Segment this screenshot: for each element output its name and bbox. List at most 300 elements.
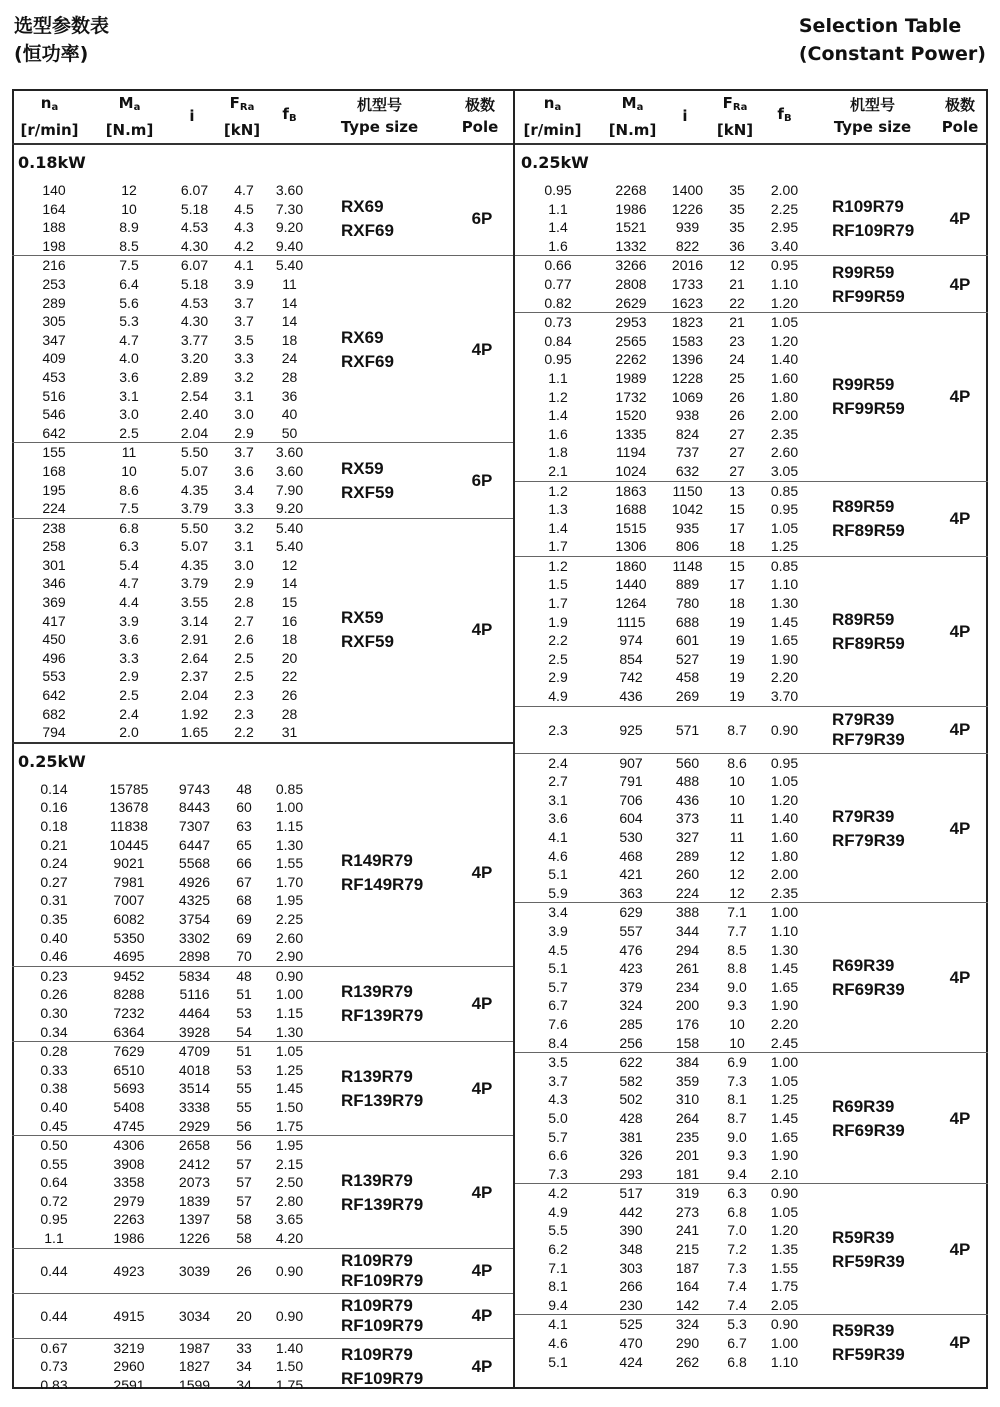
cell-na: 0.64 xyxy=(40,1174,68,1191)
cell-na: 1.5 xyxy=(548,576,568,593)
cell-ma: 1515 xyxy=(615,519,647,536)
cell-i: 4.35 xyxy=(180,556,209,573)
cell-fra: 27 xyxy=(729,425,745,442)
cell-i: 234 xyxy=(675,978,700,995)
cell-na: 346 xyxy=(42,575,66,592)
pole-value: 4P xyxy=(471,1356,493,1376)
table-row xyxy=(12,1004,513,1023)
cell-na: 3.7 xyxy=(548,1072,568,1089)
cell-ma: 4.7 xyxy=(119,331,139,348)
cell-fra: 8.8 xyxy=(727,960,747,977)
cell-fra: 53 xyxy=(236,1004,252,1021)
table-row xyxy=(12,1294,513,1338)
cell-ma: 517 xyxy=(619,1185,643,1202)
cell-na: 253 xyxy=(42,275,66,292)
cell-fb: 2.50 xyxy=(275,1174,304,1191)
cell-fra: 70 xyxy=(236,948,252,965)
table-row xyxy=(515,218,988,237)
table-row xyxy=(12,181,513,200)
cell-fb: 2.90 xyxy=(275,948,304,965)
cell-ma: 381 xyxy=(619,1128,643,1145)
cell-i: 560 xyxy=(675,754,700,771)
cell-i: 2.89 xyxy=(180,368,209,385)
table-row xyxy=(12,443,513,462)
model-group xyxy=(12,256,513,443)
cell-i: 3.79 xyxy=(180,575,209,592)
cell-na: 6.2 xyxy=(548,1241,568,1258)
cell-ma: 1989 xyxy=(615,369,647,386)
table-row xyxy=(515,425,988,444)
cell-na: 0.40 xyxy=(40,929,68,946)
cell-fb: 1.05 xyxy=(770,519,799,536)
table-row xyxy=(515,557,988,576)
type-size-line: RXF59 xyxy=(341,632,394,652)
cell-ma: 2953 xyxy=(615,314,647,331)
cell-fb: 2.05 xyxy=(770,1296,799,1313)
cell-ma: 3908 xyxy=(113,1155,145,1172)
cell-na: 9.4 xyxy=(548,1296,568,1313)
cell-fra: 19 xyxy=(729,613,745,630)
table-row xyxy=(12,1229,513,1248)
table-row xyxy=(515,575,988,594)
cell-na: 1.2 xyxy=(548,482,568,499)
cell-fb: 2.00 xyxy=(770,182,799,198)
cell-na: 0.34 xyxy=(40,1023,68,1040)
type-size-line: RF79R39 xyxy=(832,830,905,850)
cell-fb: 0.95 xyxy=(770,754,799,771)
cell-ma: 557 xyxy=(619,922,643,939)
cell-i: 2.04 xyxy=(180,687,209,704)
cell-i: 2898 xyxy=(178,948,211,965)
model-group xyxy=(515,1315,988,1371)
cell-fra: 25 xyxy=(729,369,745,386)
cell-i: 5568 xyxy=(178,855,211,872)
cell-ma: 4.4 xyxy=(119,594,139,611)
cell-na: 224 xyxy=(42,500,66,517)
cell-na: 2.5 xyxy=(548,650,568,667)
type-size xyxy=(832,710,905,750)
type-size xyxy=(341,849,423,897)
cell-i: 327 xyxy=(675,829,700,845)
cell-ma: 13678 xyxy=(109,799,149,816)
cell-i: 187 xyxy=(675,1259,700,1276)
cell-na: 2.1 xyxy=(548,462,568,479)
table-row xyxy=(515,369,988,388)
cell-fb: 1.75 xyxy=(275,1376,304,1389)
cell-na: 7.6 xyxy=(548,1015,568,1032)
cell-fb: 1.90 xyxy=(770,1147,799,1164)
cell-fra: 63 xyxy=(236,818,252,834)
cell-fra: 7.3 xyxy=(727,1259,747,1276)
cell-i: 601 xyxy=(675,632,700,649)
cell-i: 388 xyxy=(675,904,700,921)
cell-i: 142 xyxy=(675,1296,700,1313)
cell-fra: 9.4 xyxy=(727,1165,747,1182)
table-row xyxy=(515,884,988,903)
cell-i: 5.50 xyxy=(180,444,209,461)
table-row xyxy=(515,809,988,828)
cell-na: 258 xyxy=(42,538,66,555)
cell-fb: 1.05 xyxy=(770,1203,799,1220)
type-size-line: RXF69 xyxy=(341,351,394,371)
cell-fb: 1.00 xyxy=(275,986,304,1003)
cell-i: 1583 xyxy=(671,332,704,349)
cell-i: 488 xyxy=(675,773,700,790)
pole-value: 4P xyxy=(471,1306,493,1326)
cell-na: 4.6 xyxy=(548,847,568,864)
cell-ma: 11838 xyxy=(110,818,148,834)
cell-na: 4.9 xyxy=(548,1203,568,1220)
cell-i: 3.20 xyxy=(180,350,209,367)
cell-fra: 3.3 xyxy=(234,500,254,517)
cell-na: 0.82 xyxy=(544,294,572,311)
table-row xyxy=(12,1079,513,1098)
cell-i: 359 xyxy=(675,1072,700,1089)
model-group xyxy=(12,519,513,742)
table-row xyxy=(515,406,988,425)
cell-na: 546 xyxy=(42,406,66,423)
cell-fra: 12 xyxy=(729,884,745,901)
cell-i: 294 xyxy=(675,941,700,958)
cell-ma: 3.1 xyxy=(119,387,139,404)
table-row xyxy=(12,1357,513,1376)
cell-fra: 27 xyxy=(729,462,745,479)
table-row xyxy=(515,200,988,219)
cell-ma: 4915 xyxy=(113,1307,145,1324)
cell-fb: 24 xyxy=(281,350,298,367)
model-group xyxy=(12,1136,513,1249)
cell-ma: 1521 xyxy=(615,219,647,236)
cell-fb: 1.65 xyxy=(770,978,799,995)
cell-i: 1.92 xyxy=(180,705,209,722)
cell-i: 158 xyxy=(675,1034,700,1051)
cell-i: 938 xyxy=(675,407,700,424)
cell-i: 181 xyxy=(675,1165,700,1182)
type-size xyxy=(832,608,905,656)
cell-ma: 7.5 xyxy=(119,257,139,274)
cell-i: 7307 xyxy=(178,818,211,834)
cell-fb: 3.65 xyxy=(275,1211,304,1228)
cell-fra: 66 xyxy=(236,855,252,872)
cell-fra: 21 xyxy=(729,275,745,292)
left-table-body xyxy=(12,145,513,1389)
cell-i: 5.07 xyxy=(180,462,209,479)
cell-na: 0.26 xyxy=(40,986,68,1003)
type-size xyxy=(341,1169,423,1217)
pole-value: 4P xyxy=(949,387,971,407)
cell-ma: 11 xyxy=(121,444,137,461)
cell-ma: 2.5 xyxy=(119,424,139,441)
cell-na: 5.1 xyxy=(548,866,568,883)
model-group xyxy=(12,967,513,1042)
cell-i: 1839 xyxy=(178,1192,211,1209)
cell-i: 4.30 xyxy=(180,313,209,330)
cell-na: 0.18 xyxy=(40,818,68,834)
pole-value: 6P xyxy=(471,208,493,228)
cell-i: 269 xyxy=(675,688,700,705)
cell-fb: 0.90 xyxy=(275,967,304,984)
cell-fra: 10 xyxy=(729,1034,745,1051)
cell-ma: 468 xyxy=(619,847,643,864)
cell-na: 0.67 xyxy=(40,1339,68,1356)
cell-i: 5.18 xyxy=(180,200,209,217)
table-row xyxy=(515,350,988,369)
header-fra: $F_{Ra}$ [kN] xyxy=(716,93,754,139)
cell-i: 527 xyxy=(675,650,700,667)
cell-na: 289 xyxy=(42,294,66,311)
pole-value: 6P xyxy=(471,470,493,490)
cell-na: 8.1 xyxy=(548,1278,568,1295)
cell-ma: 6510 xyxy=(113,1061,145,1078)
table-row xyxy=(515,941,988,960)
type-size xyxy=(832,261,905,309)
cell-i: 290 xyxy=(675,1335,700,1352)
table-row xyxy=(515,668,988,687)
cell-ma: 442 xyxy=(619,1203,643,1220)
cell-ma: 3.6 xyxy=(119,631,139,648)
cell-ma: 1986 xyxy=(615,200,647,217)
cell-fra: 60 xyxy=(236,799,252,816)
cell-fra: 55 xyxy=(236,1080,252,1097)
cell-fb: 1.70 xyxy=(275,873,304,890)
cell-na: 2.3 xyxy=(548,721,568,738)
cell-fra: 2.2 xyxy=(234,724,254,741)
cell-na: 8.4 xyxy=(548,1034,568,1051)
cell-na: 450 xyxy=(42,631,66,648)
table-row xyxy=(12,854,513,873)
cell-fra: 9.3 xyxy=(727,997,747,1014)
cell-i: 2.04 xyxy=(180,424,209,441)
cell-ma: 925 xyxy=(619,721,643,738)
cell-na: 369 xyxy=(42,594,66,611)
cell-na: 0.44 xyxy=(40,1307,68,1324)
header-pole: 极数 Pole xyxy=(941,96,979,136)
cell-fb: 0.85 xyxy=(275,780,304,797)
header-pole: 极数 Pole xyxy=(461,96,499,136)
cell-i: 235 xyxy=(675,1128,700,1145)
header-i: i xyxy=(189,107,195,125)
cell-fra: 34 xyxy=(236,1376,252,1389)
cell-na: 1.4 xyxy=(548,407,568,424)
model-group xyxy=(12,181,513,256)
cell-fra: 15 xyxy=(729,557,745,574)
cell-ma: 348 xyxy=(619,1241,643,1258)
cell-na: 4.5 xyxy=(548,941,568,958)
table-row xyxy=(12,1117,513,1136)
cell-ma: 256 xyxy=(619,1034,643,1051)
cell-fra: 9.0 xyxy=(727,978,747,995)
cell-i: 2658 xyxy=(178,1137,211,1154)
header-type: 机型号 Type size xyxy=(340,96,419,136)
cell-fb: 1.05 xyxy=(770,314,799,331)
cell-na: 140 xyxy=(42,182,66,198)
cell-fb: 1.00 xyxy=(275,799,304,816)
cell-fb: 1.65 xyxy=(770,1128,799,1145)
cell-i: 3338 xyxy=(178,1098,211,1115)
cell-ma: 7007 xyxy=(113,892,145,909)
cell-na: 3.1 xyxy=(548,791,568,808)
cell-i: 262 xyxy=(675,1353,700,1370)
cell-fb: 2.45 xyxy=(770,1034,799,1051)
pole-value: 4P xyxy=(471,1182,493,1202)
type-size-line: RXF59 xyxy=(341,482,394,502)
table-row xyxy=(515,1146,988,1165)
table-row xyxy=(12,256,513,275)
cell-fra: 15 xyxy=(729,501,745,518)
cell-fb: 2.60 xyxy=(770,444,799,461)
cell-ma: 423 xyxy=(619,960,643,977)
table-row xyxy=(12,947,513,966)
table-row xyxy=(515,256,988,275)
cell-fra: 8.7 xyxy=(727,1109,747,1126)
cell-fra: 24 xyxy=(729,351,745,368)
cell-na: 0.50 xyxy=(40,1137,68,1154)
cell-na: 301 xyxy=(42,556,66,573)
cell-fb: 1.40 xyxy=(275,1339,304,1356)
cell-na: 5.7 xyxy=(548,978,568,995)
section-title: 0.25kW xyxy=(521,153,589,172)
cell-na: 496 xyxy=(42,649,66,666)
table-row xyxy=(12,967,513,986)
cell-fra: 19 xyxy=(729,669,745,686)
cell-ma: 4923 xyxy=(113,1262,145,1279)
cell-i: 939 xyxy=(675,219,700,236)
cell-fra: 2.9 xyxy=(234,575,254,592)
cell-na: 642 xyxy=(42,687,66,704)
cell-ma: 525 xyxy=(619,1316,643,1333)
cell-ma: 4745 xyxy=(113,1117,145,1134)
cell-ma: 7981 xyxy=(113,873,145,890)
cell-fb: 5.40 xyxy=(275,519,304,536)
cell-i: 2016 xyxy=(671,257,704,274)
header-type: 机型号 Type size xyxy=(833,96,912,136)
table-row xyxy=(12,1173,513,1192)
cell-fb: 15 xyxy=(281,594,298,611)
cell-fra: 19 xyxy=(729,688,745,705)
cell-ma: 907 xyxy=(619,754,643,771)
cell-fb: 1.65 xyxy=(770,632,799,649)
cell-fb: 1.45 xyxy=(770,960,799,977)
table-row xyxy=(515,959,988,978)
type-size-line: RF139R79 xyxy=(341,1091,424,1111)
cell-na: 417 xyxy=(42,612,66,629)
cell-i: 4.30 xyxy=(180,237,209,254)
cell-i: 310 xyxy=(675,1091,700,1108)
cell-na: 0.40 xyxy=(40,1098,68,1115)
table-row xyxy=(12,200,513,219)
cell-fb: 0.90 xyxy=(275,1262,304,1279)
table-row xyxy=(515,1240,988,1259)
cell-ma: 6.8 xyxy=(119,519,139,536)
cell-fra: 6.8 xyxy=(727,1203,747,1220)
cell-i: 324 xyxy=(675,1316,700,1333)
cell-ma: 1688 xyxy=(615,501,647,518)
cell-na: 553 xyxy=(42,668,66,685)
type-size xyxy=(832,954,905,1002)
table-row xyxy=(515,1334,988,1353)
type-size xyxy=(341,1065,423,1113)
page-title-en: Selection Table xyxy=(798,15,962,37)
cell-na: 1.4 xyxy=(548,519,568,536)
type-size xyxy=(832,1095,905,1143)
cell-na: 0.66 xyxy=(544,257,572,274)
cell-fra: 3.7 xyxy=(234,444,254,461)
page-subtitle-en: (Constant Power) xyxy=(798,43,986,65)
cell-i: 2.37 xyxy=(180,668,209,685)
cell-i: 261 xyxy=(675,960,700,977)
type-size-line: RX69 xyxy=(341,196,384,216)
cell-i: 319 xyxy=(675,1185,700,1202)
cell-i: 3034 xyxy=(178,1307,211,1324)
cell-fb: 1.30 xyxy=(275,1023,304,1040)
cell-ma: 285 xyxy=(619,1015,643,1032)
model-group xyxy=(515,903,988,1053)
pole-value: 4P xyxy=(949,621,971,641)
cell-fra: 68 xyxy=(236,892,252,909)
cell-i: 1733 xyxy=(671,275,704,292)
cell-na: 5.5 xyxy=(548,1222,568,1239)
cell-fb: 1.60 xyxy=(770,369,799,386)
model-group xyxy=(515,707,988,754)
table-row xyxy=(515,1221,988,1240)
table-row xyxy=(12,537,513,556)
cell-fb: 3.05 xyxy=(770,462,799,479)
cell-fra: 3.0 xyxy=(234,556,254,573)
cell-na: 1.1 xyxy=(548,369,568,386)
table-row xyxy=(12,836,513,855)
cell-na: 2.9 xyxy=(548,669,568,686)
table-row xyxy=(515,181,988,200)
pole-value: 4P xyxy=(471,863,493,883)
cell-i: 176 xyxy=(675,1015,700,1032)
cell-fra: 4.5 xyxy=(234,200,254,217)
type-size-line: R109R79 xyxy=(341,1251,413,1271)
cell-fb: 1.15 xyxy=(275,818,304,834)
table-row xyxy=(12,499,513,518)
cell-ma: 424 xyxy=(619,1353,643,1370)
cell-i: 1396 xyxy=(671,351,704,368)
cell-na: 0.16 xyxy=(40,799,68,816)
table-row xyxy=(515,1353,988,1372)
cell-i: 1069 xyxy=(671,388,704,405)
cell-fb: 3.60 xyxy=(275,444,304,461)
cell-i: 1150 xyxy=(672,482,703,499)
model-group xyxy=(515,557,988,707)
cell-na: 188 xyxy=(42,219,66,236)
cell-i: 806 xyxy=(675,538,700,555)
cell-fb: 0.85 xyxy=(770,557,799,574)
cell-fra: 3.4 xyxy=(234,481,254,498)
model-group xyxy=(515,482,988,557)
cell-fra: 57 xyxy=(236,1192,252,1209)
table-row xyxy=(515,1315,988,1334)
model-group xyxy=(515,313,988,481)
cell-i: 889 xyxy=(675,576,700,593)
cell-fra: 2.8 xyxy=(234,594,254,611)
cell-fra: 2.3 xyxy=(234,705,254,722)
table-row xyxy=(12,349,513,368)
cell-fra: 17 xyxy=(729,576,745,593)
table-row xyxy=(12,798,513,817)
cell-fra: 7.2 xyxy=(727,1241,747,1258)
table-row xyxy=(515,1090,988,1109)
cell-fra: 33 xyxy=(236,1339,252,1356)
cell-na: 1.3 xyxy=(548,501,568,518)
cell-fra: 8.6 xyxy=(727,754,747,771)
cell-i: 1623 xyxy=(671,294,704,311)
cell-ma: 1115 xyxy=(616,613,646,630)
table-row xyxy=(515,922,988,941)
